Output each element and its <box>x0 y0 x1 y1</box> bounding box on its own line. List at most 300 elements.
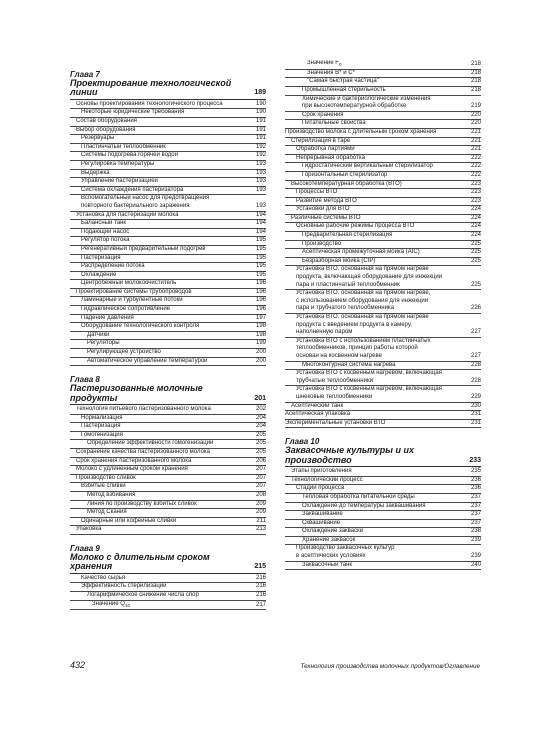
toc-entry-text: Метод Скания <box>87 509 127 516</box>
toc-entry-title <box>291 215 468 223</box>
toc-entry-title <box>307 78 468 86</box>
toc-entry-text: Заквасочный танк <box>302 561 353 568</box>
toc-entry-page-number: 202 <box>255 406 266 413</box>
toc-entry-title <box>302 258 468 266</box>
toc-entry-title <box>81 246 253 254</box>
toc-entry-page-number: 195 <box>255 245 266 252</box>
toc-entry-page-number: 235 <box>470 468 481 475</box>
toc-entry-title <box>81 483 253 491</box>
toc-entry-title <box>302 562 468 570</box>
toc-entry <box>285 511 481 520</box>
toc-entry-title <box>285 420 468 428</box>
toc-entry <box>70 349 266 358</box>
toc-entry-page-number: 213 <box>255 526 266 533</box>
toc-entry-page-number: 193 <box>255 178 266 185</box>
toc-entry-page-number: 195 <box>255 263 266 270</box>
toc-entry <box>70 583 266 592</box>
toc-entry-page-number: 192 <box>255 152 266 159</box>
toc-entry-text: Центробежный молокоочиститель <box>81 280 177 287</box>
toc-entry <box>70 492 266 501</box>
chapter-title-row <box>285 446 481 467</box>
toc-entry-page-number: 193 <box>255 202 266 209</box>
toc-entry-title <box>81 170 253 178</box>
toc-entry-title <box>76 289 253 297</box>
toc-entry <box>70 135 266 144</box>
toc-entry-text: Производство сливок <box>76 474 136 481</box>
toc-entry-title <box>87 501 253 509</box>
toc-entry-text: Обработка партиями <box>296 146 355 153</box>
toc-entry-text: Пастеризация <box>81 423 121 430</box>
toc-entry <box>70 315 266 324</box>
toc-entry-title <box>307 60 468 69</box>
toc-entry-text: Производство <box>302 240 342 247</box>
toc-entry-page-number: 224 <box>470 206 481 213</box>
toc-entry-page-number: 226 <box>470 305 481 312</box>
toc-entry-page-number: 222 <box>470 171 481 178</box>
toc-entry-title <box>302 503 468 511</box>
toc-entry <box>285 386 481 402</box>
toc-entry <box>70 449 266 458</box>
toc-entry-page-number: 216 <box>255 583 266 590</box>
toc-entry-text: Вспомогательный насос для предотвращения повторного бактериального заражения <box>81 195 210 209</box>
toc-entry-page-number: 192 <box>255 143 266 150</box>
toc-entry-page-number: 205 <box>255 449 266 455</box>
toc-entry <box>70 109 266 118</box>
toc-entry <box>285 87 481 96</box>
chapter-title-row <box>70 384 266 405</box>
toc-entry <box>70 323 266 332</box>
page-footer <box>70 660 480 670</box>
toc-entry-text: Нормализация <box>81 414 123 421</box>
toc-entry <box>70 601 266 611</box>
toc-entry-text: Асептическая упаковка <box>285 411 351 418</box>
toc-entry-page-number: 223 <box>470 189 481 196</box>
toc-entry-page-number: 198 <box>255 331 266 338</box>
toc-entry-text: Взбитые сливки <box>81 483 126 490</box>
chapter-page-number: 233 <box>469 456 481 464</box>
toc-entry-page-number: 194 <box>255 220 266 227</box>
toc-entry-page-number: 191 <box>255 126 266 133</box>
toc-entry-page-number: 225 <box>470 240 481 247</box>
toc-entry <box>285 120 481 129</box>
toc-entry <box>285 96 481 112</box>
toc-entry <box>70 118 266 127</box>
toc-entry-page-number: 190 <box>255 109 266 116</box>
toc-entry-page-number: 200 <box>255 349 266 356</box>
toc-entry-title <box>81 178 253 186</box>
toc-entry-title <box>302 520 468 528</box>
chapter-title: Проектирование технологической линии <box>70 78 232 98</box>
toc-entry-page-number: 240 <box>470 561 481 568</box>
toc-entry-title <box>81 237 253 245</box>
toc-entry-title <box>302 112 468 120</box>
toc-entry <box>70 195 266 211</box>
toc-entry-title <box>296 485 468 493</box>
toc-entry-title <box>302 241 468 249</box>
toc-entry-title <box>302 232 468 240</box>
toc-entry-title <box>81 518 253 526</box>
toc-entry-page-number: 225 <box>470 249 481 256</box>
toc-entry-title <box>76 212 253 220</box>
toc-entry-text: Этапы приготовления <box>291 468 352 475</box>
toc-entry-text: Основные рабочие режимы процесса ВТО <box>296 223 415 230</box>
toc-entry-title <box>81 187 253 195</box>
toc-entry-page-number: 195 <box>255 254 266 261</box>
toc-entry-title <box>296 155 468 163</box>
toc-entry <box>285 520 481 529</box>
toc-entry-title <box>81 315 253 323</box>
toc-entry-page-number: 220 <box>470 111 481 118</box>
toc-entry-text: Основы проектирования технологического процесса <box>76 100 223 107</box>
toc-entry <box>70 440 266 449</box>
toc-entry-title <box>81 109 253 117</box>
toc-entry-title <box>76 475 253 483</box>
toc-entry-title <box>76 458 253 466</box>
toc-entry-page-number: 209 <box>255 500 266 507</box>
toc-entry-page-number: 218 <box>470 69 481 76</box>
toc-entry-page-number: 193 <box>255 160 266 167</box>
toc-entry <box>70 101 266 110</box>
toc-entry-text: Ламинарные и турбулентные потоки <box>81 297 183 304</box>
toc-entry <box>285 232 481 241</box>
toc-entry-title <box>81 432 253 440</box>
toc-entry-page-number: 217 <box>255 601 266 608</box>
toc-entry-title <box>87 592 253 600</box>
toc-entry-page-number: 221 <box>470 137 481 144</box>
toc-entry-text: Качество сырья <box>81 574 126 581</box>
toc-entry-title <box>302 362 468 370</box>
toc-entry-text: Эффективность стерилизации <box>81 583 167 590</box>
toc-entry-title <box>81 323 253 331</box>
toc-entry <box>285 155 481 164</box>
toc-entry-page-number: 223 <box>470 180 481 187</box>
toc-entry <box>70 237 266 246</box>
toc-entry-title <box>307 70 468 78</box>
toc-entry-text: Тепловая обработка питательной среды <box>302 493 415 500</box>
toc-entry-page-number: 216 <box>255 591 266 598</box>
toc-entry-title <box>81 272 253 280</box>
toc-entry-title <box>76 118 253 126</box>
toc-entry-text: Установка ВТО с косвенным нагревом, включающая шнековые теплообменники <box>296 386 442 400</box>
toc-entry-page-number: 229 <box>470 393 481 400</box>
toc-entry <box>70 263 266 272</box>
chapter-label: Глава 8 <box>70 375 100 385</box>
toc-entry <box>285 545 481 561</box>
toc-entry-title <box>302 537 468 545</box>
toc-entry-text: Распределение потока <box>81 263 145 270</box>
toc-entry <box>70 483 266 492</box>
toc-entry <box>285 537 481 546</box>
toc-entry-page-number: 196 <box>255 297 266 304</box>
toc-entry-title <box>291 181 468 189</box>
toc-entry <box>285 528 481 537</box>
toc-entry <box>285 189 481 198</box>
toc-entry-text: Химические и бактериологические изменения при высокотемпературной обработке <box>302 95 431 110</box>
toc-entry-text: Установка ВТО, основанная на прямом нагреве продукта с введением продукта в камеру, наполненную паром <box>296 314 429 336</box>
toc-entry-page-number: 193 <box>255 169 266 176</box>
toc-entry-text: Технология питьевого пастеризованного молока <box>76 406 211 413</box>
toc-entry-page-number: 207 <box>255 474 266 481</box>
toc-entry-text: Высокотемпературная обработка (ВТО) <box>291 180 402 187</box>
toc-entry-title <box>76 101 253 109</box>
toc-entry <box>70 170 266 179</box>
chapter-page-number: 215 <box>254 563 266 571</box>
toc-entry-text: Значение Q <box>92 600 125 607</box>
toc-entry-title <box>81 263 253 271</box>
toc-entry-page-number: 224 <box>470 232 481 239</box>
toc-entry-page-number: 208 <box>255 491 266 498</box>
toc-entry-text: Выдержка <box>81 169 110 176</box>
toc-entry-text: Автоматическое управление температурой <box>87 357 208 364</box>
toc-entry-text: Горизонтальный стерилизатор <box>302 171 388 178</box>
toc-entry-page-number: 231 <box>470 411 481 418</box>
toc-entry-text: Производство заквасочных культур в асептических условиях <box>296 545 395 560</box>
toc-entry <box>285 60 481 70</box>
toc-entry <box>70 423 266 432</box>
chapter-title: Молоко с длительным сроком хранения <box>70 551 210 572</box>
toc-entry-page-number: 237 <box>470 519 481 526</box>
toc-entry-text: Сохранение качества пастеризованного молока <box>76 449 211 455</box>
toc-entry-title <box>81 195 253 210</box>
toc-entry-page-number: 230 <box>470 402 481 409</box>
toc-entry <box>285 370 481 386</box>
toc-entry-page-number: 196 <box>255 280 266 287</box>
toc-entry-title <box>81 152 253 160</box>
toc-entry-text: Сквашивание <box>302 519 341 526</box>
toc-entry-page-number: 227 <box>470 329 481 336</box>
toc-entry <box>70 466 266 475</box>
toc-entry-page-number: 224 <box>470 214 481 221</box>
toc-entry-title <box>296 146 468 154</box>
toc-entry-page-number: 222 <box>470 154 481 161</box>
toc-entry <box>70 340 266 349</box>
toc-entry <box>70 255 266 264</box>
toc-entry-text: Установка ВТО с косвенным нагревом, включающая трубчатые теплообменники <box>296 370 442 384</box>
toc-entry-text: Подающий насос <box>81 228 130 235</box>
toc-entry-title <box>291 468 468 476</box>
toc-entry-title <box>87 332 253 340</box>
toc-entry <box>285 146 481 155</box>
toc-entry <box>285 70 481 79</box>
toc-entry <box>285 172 481 181</box>
toc-entry-page-number: 231 <box>470 419 481 426</box>
toc-entry-page-number: 197 <box>255 314 266 321</box>
toc-entry-page-number: 228 <box>470 377 481 384</box>
toc-entry-page-number: 223 <box>470 197 481 204</box>
toc-entry-page-number: 193 <box>255 186 266 193</box>
toc-entry-text: Регенеративный предварительный подогрев <box>81 245 206 252</box>
toc-entry-text: Балансный танк <box>81 220 127 227</box>
toc-entry <box>285 181 481 190</box>
toc-entry-text: Значение F <box>307 60 339 66</box>
toc-entry-title <box>302 163 468 171</box>
toc-entry <box>70 415 266 424</box>
toc-entry-title <box>81 135 253 143</box>
toc-entry-title <box>81 161 253 169</box>
toc-entry-page-number: 227 <box>470 352 481 359</box>
toc-entry-text: Значения B* и C* <box>307 69 355 76</box>
toc-entry-title <box>81 280 253 288</box>
toc-entry-title <box>81 144 253 152</box>
toc-entry <box>70 229 266 238</box>
chapter-label: Глава 9 <box>70 543 100 553</box>
chapter-title-row <box>70 553 266 574</box>
chapter-label: Глава 7 <box>70 70 100 79</box>
toc-entry <box>285 163 481 172</box>
toc-entry-page-number: 196 <box>255 306 266 313</box>
chapter-label: Глава 10 <box>285 437 320 447</box>
toc-entry-title <box>296 545 468 560</box>
toc-entry-text: Гидравлическое сопротивление <box>81 306 171 313</box>
toc-entry-title <box>76 127 253 135</box>
toc-entry-title <box>87 358 253 366</box>
toc-entry <box>285 420 481 429</box>
toc-entry-title <box>296 314 468 337</box>
chapter-title-row <box>70 79 266 100</box>
toc-entry-text: Установка ВТО с использованием пластинчатых теплообменников, принцип работы которой основан на косвенном нагреве <box>296 337 431 359</box>
toc-entry-text: Система охлаждения пастеризатора <box>81 186 184 193</box>
toc-entry <box>285 241 481 250</box>
toc-entry-text: Заквашивание <box>302 511 343 518</box>
toc-entry <box>285 362 481 371</box>
toc-right-column <box>285 60 481 570</box>
toc-entry-page-number: 236 <box>470 476 481 483</box>
toc-entry <box>285 223 481 232</box>
toc-entry-page-number: 216 <box>255 574 266 581</box>
toc-entry-text: Состав оборудования <box>76 118 137 124</box>
toc-entry <box>285 411 481 420</box>
toc-entry-title <box>81 306 253 314</box>
toc-entry-title <box>291 477 468 485</box>
toc-entry <box>285 503 481 512</box>
toc-entry-title <box>296 189 468 197</box>
toc-entry-page-number: 218 <box>470 78 481 85</box>
toc-entry-page-number: 191 <box>255 135 266 142</box>
toc-entry <box>70 475 266 484</box>
toc-entry <box>70 297 266 306</box>
toc-entry-text: Установки для ВТО <box>296 206 350 213</box>
toc-entry-page-number: 218 <box>470 86 481 93</box>
toc-entry-title <box>285 411 468 419</box>
toc-entry <box>70 127 266 136</box>
toc-entry-text: Установка для пастеризации молока <box>76 211 179 218</box>
toc-entry <box>285 138 481 147</box>
toc-entry-title <box>81 297 253 305</box>
toc-entry-text: Установка ВТО, основанная на прямом нагреве, с использованием оборудования для инжекции пара и трубчатого теплообменника <box>296 290 431 312</box>
toc-entry <box>285 477 481 486</box>
toc-entry <box>285 206 481 215</box>
toc-entry-title <box>302 172 468 180</box>
toc-entry-text: Асептический танк <box>291 402 344 409</box>
toc-entry-page-number: 196 <box>255 288 266 295</box>
toc-entry-title <box>302 494 468 502</box>
toc-entry <box>285 468 481 477</box>
toc-entry-title <box>296 206 468 214</box>
toc-entry <box>70 280 266 289</box>
toc-entry-title <box>87 340 253 348</box>
toc-entry-title <box>81 583 253 591</box>
toc-entry <box>70 501 266 510</box>
toc-entry <box>285 338 481 362</box>
toc-entry-page-number: 199 <box>255 340 266 347</box>
toc-entry-page-number: 220 <box>470 120 481 127</box>
toc-entry-text: Логарифмическое снижение числа спор <box>87 591 199 598</box>
toc-entry-title <box>81 229 253 237</box>
toc-entry-page-number: 204 <box>255 423 266 430</box>
toc-entry-text: Производство молока с длительным сроком хранения <box>285 128 437 135</box>
toc-entry-page-number: 239 <box>470 536 481 543</box>
toc-entry-text: Многоконтурная система нагрева <box>302 361 396 368</box>
toc-entry-title <box>302 120 468 128</box>
toc-entry <box>285 290 481 314</box>
toc-entry-title <box>302 96 468 111</box>
toc-entry-text: Непрерывная обработка <box>296 154 365 161</box>
toc-entry-title <box>81 255 253 263</box>
toc-entry-title <box>87 349 253 357</box>
toc-entry-title <box>302 249 468 257</box>
toc-entry-text: Регулятор потока <box>81 237 130 244</box>
toc-entry-text: Гомогенизация <box>81 431 123 438</box>
toc-entry-text: Охлаждение <box>81 271 117 278</box>
toc-entry-page-number: 218 <box>470 61 481 68</box>
toc-entry-title <box>87 492 253 500</box>
toc-entry-page-number: 206 <box>255 457 266 464</box>
toc-entry-page-number: 225 <box>470 257 481 264</box>
toc-entry-text: Различные системы ВТО <box>291 214 361 221</box>
toc-entry-page-number: 219 <box>470 103 481 110</box>
toc-entry <box>70 178 266 187</box>
toc-entry-text: Пластинчатый теплообменник <box>81 143 166 150</box>
toc-entry-page-number: 198 <box>255 323 266 330</box>
toc-entry-page-number: 205 <box>255 431 266 438</box>
toc-entry <box>70 526 266 535</box>
toc-entry-text: "Самая быстрая частица" <box>307 78 379 85</box>
toc-entry-text: Стерилизация в таре <box>291 137 351 144</box>
toc-entry-text: Срок хранения пастеризованного молока <box>76 457 192 464</box>
toc-entry-text: Системы подогрева горячей водой <box>81 152 178 159</box>
toc-entry <box>70 406 266 415</box>
toc-entry-text: Линия по производству взбитых сливок <box>87 500 197 507</box>
toc-entry-page-number: 207 <box>255 466 266 473</box>
toc-entry-text: Развитие метода ВТО <box>296 197 357 204</box>
toc-entry-text: Асептическая промежуточная мойка (AIC) <box>302 249 420 256</box>
toc-entry-page-number: 237 <box>470 511 481 518</box>
toc-entry-title <box>81 415 253 423</box>
toc-entry-page-number: 237 <box>470 493 481 500</box>
toc-entry <box>285 78 481 87</box>
toc-entry-text: Регулирующее устройство <box>87 349 161 356</box>
toc-entry <box>70 509 266 518</box>
toc-entry-page-number: 221 <box>470 146 481 153</box>
toc-entry <box>70 187 266 196</box>
toc-entry-text: Срок хранения <box>302 111 344 118</box>
toc-entry-text: Падение давления <box>81 314 134 321</box>
chapter-page-number: 201 <box>254 394 266 402</box>
toc-entry-subscript: 10 <box>124 602 130 608</box>
toc-entry-page-number: 195 <box>255 271 266 278</box>
toc-entry-text: Безразборная мойка (CIP) <box>302 257 376 264</box>
toc-entry-title <box>87 440 253 448</box>
toc-entry-page-number: 207 <box>255 483 266 490</box>
toc-entry-text: Метод взбивания <box>87 491 136 498</box>
toc-entry-text: Стадии процесса <box>296 485 345 492</box>
toc-entry <box>285 258 481 267</box>
toc-entry-page-number: 237 <box>470 502 481 509</box>
toc-entry-page-number: 205 <box>255 440 266 447</box>
toc-entry <box>285 562 481 571</box>
toc-entry-title <box>285 129 468 137</box>
toc-entry-title <box>302 528 468 536</box>
